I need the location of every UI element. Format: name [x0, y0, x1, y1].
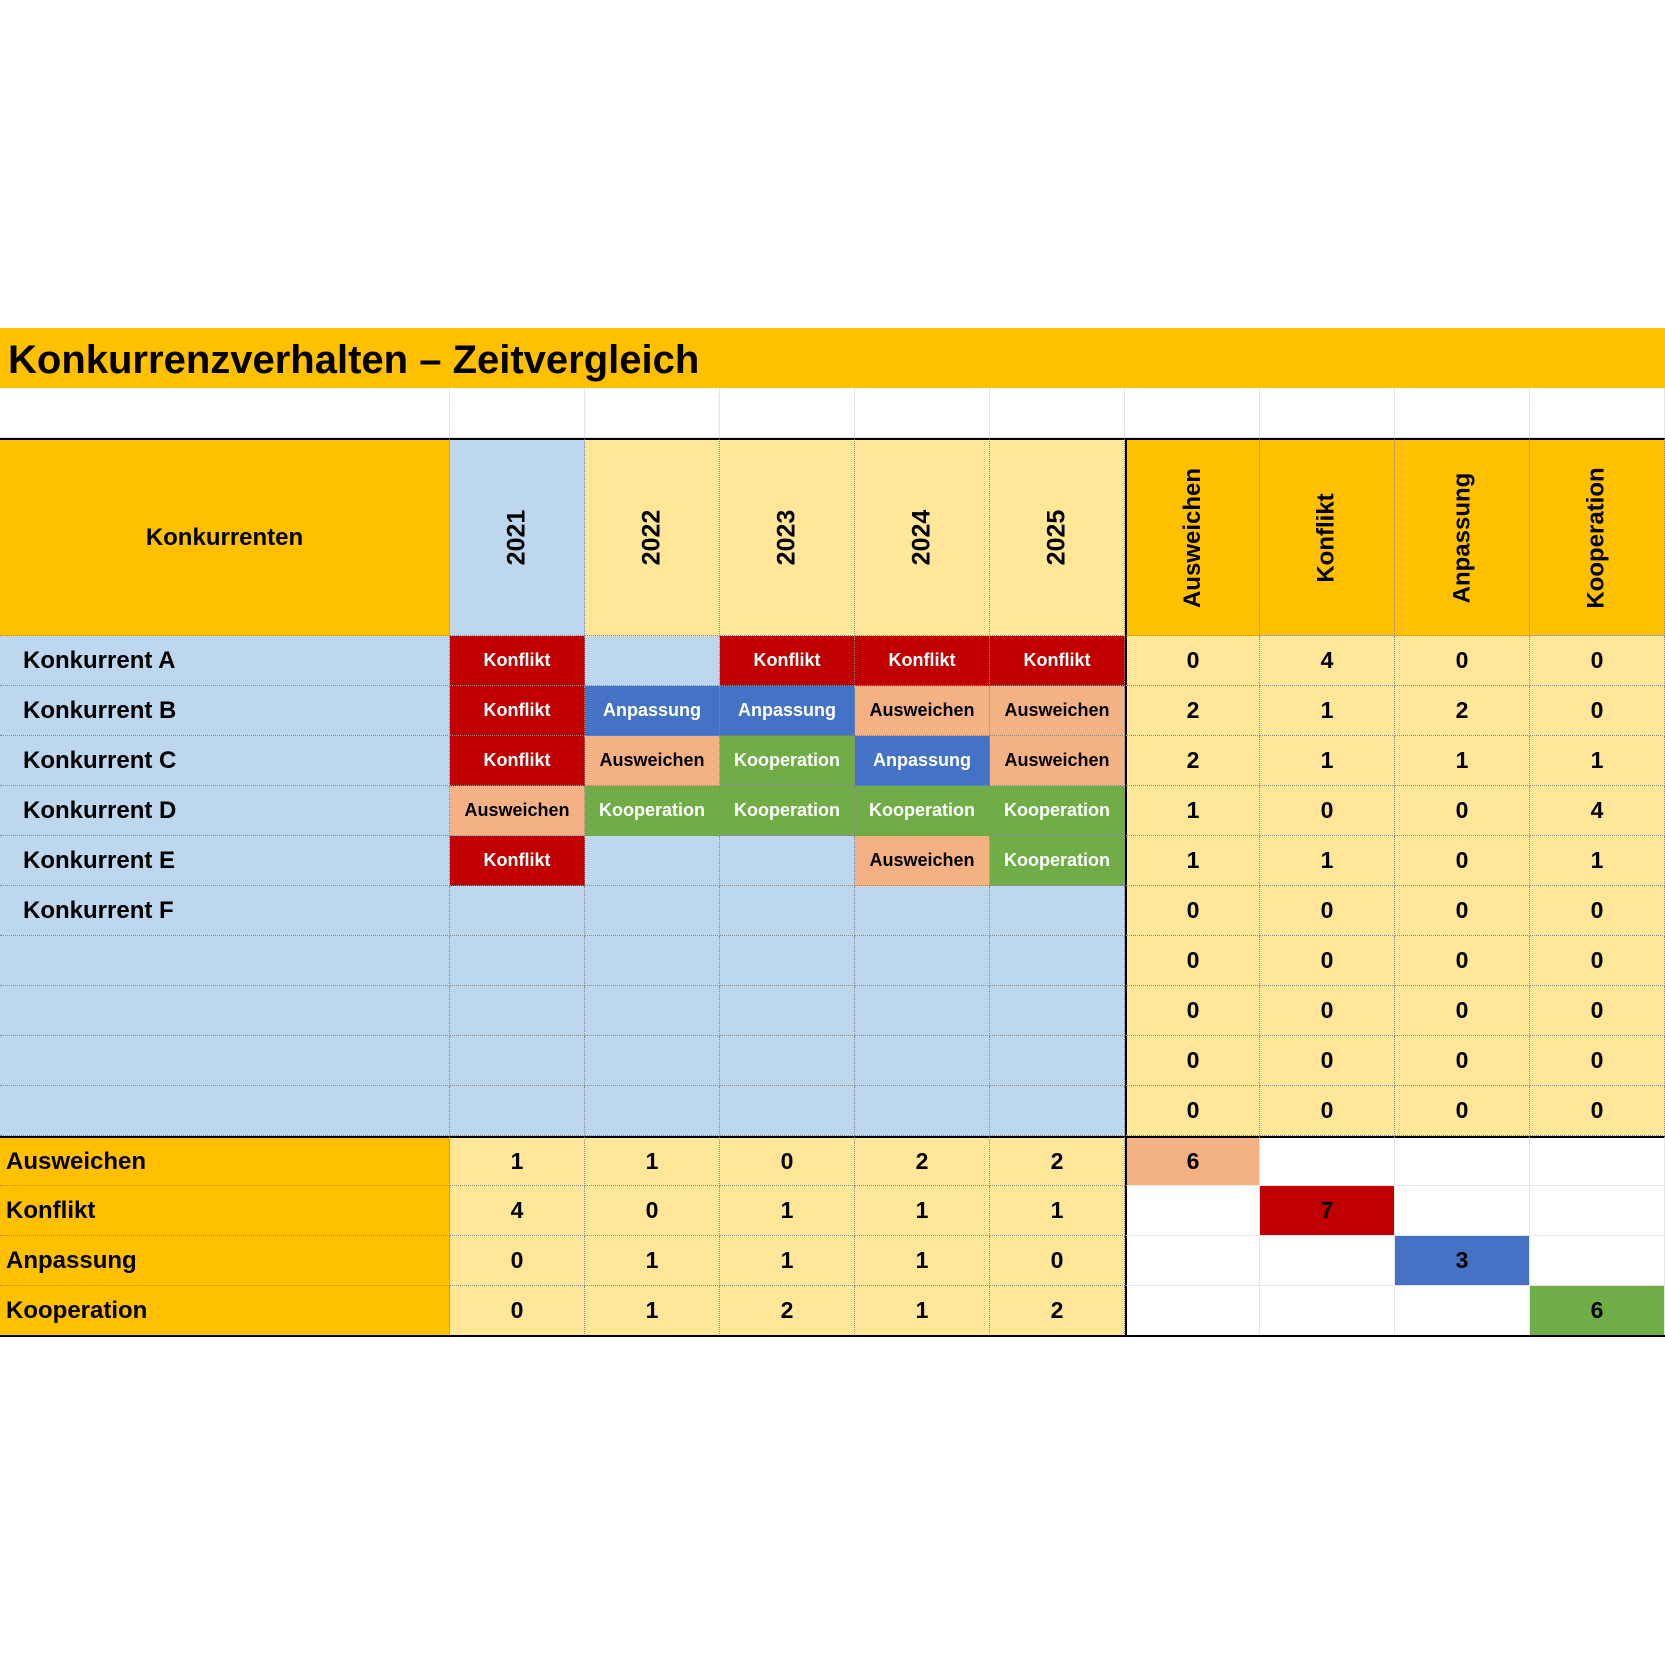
summary-cell[interactable]: 1 — [585, 1236, 720, 1286]
behavior-cell-empty[interactable] — [585, 1036, 720, 1086]
category-label: Konflikt — [1312, 492, 1340, 583]
count-cell-kooperation[interactable]: 0 — [1530, 636, 1665, 686]
count-cell-kooperation[interactable]: 1 — [1530, 836, 1665, 886]
summary-cell[interactable]: 0 — [450, 1236, 585, 1286]
blank-cell[interactable] — [990, 388, 1125, 438]
competitor-name-cell[interactable]: Konkurrent B — [0, 686, 450, 736]
behavior-cell-empty[interactable] — [990, 1086, 1125, 1136]
category-label: Kooperation — [1583, 466, 1611, 609]
empty-cell[interactable] — [1395, 1286, 1530, 1336]
behavior-cell-ausweichen[interactable]: Ausweichen — [855, 686, 990, 736]
behavior-cell-empty[interactable] — [450, 986, 585, 1036]
blank-cell[interactable] — [1125, 388, 1260, 438]
blank-cell[interactable] — [1530, 388, 1665, 438]
count-cell-ausweichen[interactable]: 0 — [1125, 636, 1260, 686]
behavior-cell-ausweichen[interactable]: Ausweichen — [855, 836, 990, 886]
behavior-cell-anpassung[interactable]: Anpassung — [855, 736, 990, 786]
behavior-cell-empty[interactable] — [450, 1086, 585, 1136]
behavior-cell-ausweichen[interactable]: Ausweichen — [585, 736, 720, 786]
behavior-cell-kooperation[interactable]: Kooperation — [990, 786, 1125, 836]
count-cell-konflikt[interactable]: 0 — [1260, 1086, 1395, 1136]
count-cell-ausweichen[interactable]: 0 — [1125, 1086, 1260, 1136]
count-cell-konflikt[interactable]: 1 — [1260, 686, 1395, 736]
summary-cell[interactable]: 0 — [720, 1136, 855, 1186]
empty-cell[interactable] — [1260, 1136, 1395, 1186]
competitor-name-cell[interactable]: Konkurrent E — [0, 836, 450, 886]
summary-label-konflikt[interactable]: Konflikt — [0, 1186, 450, 1236]
summary-cell[interactable]: 0 — [450, 1286, 585, 1336]
year-label: 2022 — [637, 509, 666, 566]
behavior-cell-empty[interactable] — [855, 886, 990, 936]
count-cell-kooperation[interactable]: 4 — [1530, 786, 1665, 836]
summary-cell[interactable]: 1 — [585, 1286, 720, 1336]
behavior-cell-empty[interactable] — [720, 886, 855, 936]
behavior-cell-empty[interactable] — [855, 1036, 990, 1086]
summary-cell[interactable]: 1 — [720, 1186, 855, 1236]
summary-label-kooperation[interactable]: Kooperation — [0, 1286, 450, 1336]
column-header-anpassung[interactable] — [1395, 438, 1530, 636]
summary-cell[interactable]: 2 — [990, 1286, 1125, 1336]
count-cell-konflikt[interactable]: 0 — [1260, 786, 1395, 836]
behavior-cell-ausweichen[interactable]: Ausweichen — [990, 686, 1125, 736]
count-cell-anpassung[interactable]: 0 — [1395, 636, 1530, 686]
summary-cell[interactable]: 1 — [450, 1136, 585, 1186]
total-cell-anpassung[interactable]: 3 — [1395, 1236, 1530, 1286]
behavior-cell-empty[interactable] — [720, 1036, 855, 1086]
competitor-name-cell[interactable]: Konkurrent C — [0, 736, 450, 786]
empty-cell[interactable] — [1125, 1186, 1260, 1236]
year-label: 2021 — [502, 509, 531, 566]
count-cell-kooperation[interactable]: 0 — [1530, 936, 1665, 986]
year-label: 2024 — [907, 509, 936, 566]
summary-cell[interactable]: 1 — [720, 1236, 855, 1286]
empty-cell[interactable] — [1530, 1136, 1665, 1186]
behavior-cell-konflikt[interactable]: Konflikt — [450, 836, 585, 886]
behavior-cell-empty[interactable] — [720, 836, 855, 886]
behavior-cell-empty[interactable] — [990, 1036, 1125, 1086]
year-label: 2025 — [1042, 509, 1071, 566]
competitor-name-cell[interactable]: Konkurrent D — [0, 786, 450, 836]
behavior-cell-empty[interactable] — [720, 936, 855, 986]
column-header-konflikt[interactable] — [1260, 438, 1395, 636]
blank-cell[interactable] — [855, 388, 990, 438]
summary-cell[interactable]: 4 — [450, 1186, 585, 1236]
count-cell-ausweichen[interactable]: 0 — [1125, 1036, 1260, 1086]
table-bottom-border — [0, 1335, 1665, 1337]
count-cell-kooperation[interactable]: 0 — [1530, 686, 1665, 736]
summary-cell[interactable]: 1 — [855, 1286, 990, 1336]
summary-cell[interactable]: 2 — [990, 1136, 1125, 1186]
count-cell-anpassung[interactable]: 0 — [1395, 936, 1530, 986]
count-cell-kooperation[interactable]: 0 — [1530, 986, 1665, 1036]
count-cell-konflikt[interactable]: 0 — [1260, 936, 1395, 986]
summary-cell[interactable]: 0 — [990, 1236, 1125, 1286]
behavior-cell-empty[interactable] — [585, 636, 720, 686]
blank-cell[interactable] — [0, 388, 450, 438]
empty-cell[interactable] — [1395, 1186, 1530, 1236]
behavior-cell-ausweichen[interactable]: Ausweichen — [450, 786, 585, 836]
count-cell-kooperation[interactable]: 0 — [1530, 1086, 1665, 1136]
summary-cell[interactable]: 2 — [720, 1286, 855, 1336]
column-header-ausweichen[interactable] — [1125, 438, 1260, 636]
count-cell-anpassung[interactable]: 0 — [1395, 1036, 1530, 1086]
count-cell-anpassung[interactable]: 0 — [1395, 986, 1530, 1036]
competitor-name-cell[interactable] — [0, 936, 450, 986]
sheet-title: Konkurrenzverhalten – Zeitvergleich — [0, 328, 1665, 388]
count-cell-konflikt[interactable]: 0 — [1260, 986, 1395, 1036]
summary-label-ausweichen[interactable]: Ausweichen — [0, 1136, 450, 1186]
behavior-cell-anpassung[interactable]: Anpassung — [585, 686, 720, 736]
blank-cell[interactable] — [450, 388, 585, 438]
summary-cell[interactable]: 1 — [855, 1186, 990, 1236]
count-cell-ausweichen[interactable]: 0 — [1125, 886, 1260, 936]
column-header-year-2021[interactable] — [450, 438, 585, 636]
count-cell-konflikt[interactable]: 1 — [1260, 736, 1395, 786]
count-cell-ausweichen[interactable]: 0 — [1125, 986, 1260, 1036]
spreadsheet — [0, 328, 1665, 1336]
count-cell-anpassung[interactable]: 0 — [1395, 1086, 1530, 1136]
empty-cell[interactable] — [1125, 1236, 1260, 1286]
total-cell-konflikt[interactable]: 7 — [1260, 1186, 1395, 1236]
blank-cell[interactable] — [720, 388, 855, 438]
summary-cell[interactable]: 2 — [855, 1136, 990, 1186]
column-header-year-2024[interactable] — [855, 438, 990, 636]
count-cell-ausweichen[interactable]: 2 — [1125, 736, 1260, 786]
empty-cell[interactable] — [1530, 1186, 1665, 1236]
competitor-name-cell[interactable]: Konkurrent F — [0, 886, 450, 936]
count-cell-ausweichen[interactable]: 0 — [1125, 936, 1260, 986]
behavior-cell-empty[interactable] — [855, 986, 990, 1036]
competitor-name-cell[interactable] — [0, 1086, 450, 1136]
summary-label-anpassung[interactable]: Anpassung — [0, 1236, 450, 1286]
column-header-kooperation[interactable] — [1530, 438, 1665, 636]
count-cell-anpassung[interactable]: 0 — [1395, 836, 1530, 886]
behavior-cell-konflikt[interactable]: Konflikt — [855, 636, 990, 686]
behavior-cell-empty[interactable] — [990, 986, 1125, 1036]
empty-cell[interactable] — [1260, 1236, 1395, 1286]
behavior-cell-kooperation[interactable]: Kooperation — [990, 836, 1125, 886]
behavior-cell-kooperation[interactable]: Kooperation — [585, 786, 720, 836]
count-cell-anpassung[interactable]: 0 — [1395, 886, 1530, 936]
blank-cell[interactable] — [1395, 388, 1530, 438]
column-header-konkurrenten[interactable]: Konkurrenten — [0, 438, 450, 636]
summary-cell[interactable]: 1 — [585, 1136, 720, 1186]
count-cell-ausweichen[interactable]: 1 — [1125, 786, 1260, 836]
category-label: Ausweichen — [1179, 467, 1207, 608]
behavior-cell-kooperation[interactable]: Kooperation — [855, 786, 990, 836]
behavior-cell-empty[interactable] — [585, 836, 720, 886]
behavior-cell-empty[interactable] — [450, 886, 585, 936]
empty-cell[interactable] — [1125, 1286, 1260, 1336]
behavior-cell-empty[interactable] — [585, 1086, 720, 1136]
behavior-cell-empty[interactable] — [450, 936, 585, 986]
behavior-cell-empty[interactable] — [585, 936, 720, 986]
count-cell-kooperation[interactable]: 0 — [1530, 886, 1665, 936]
count-cell-konflikt[interactable]: 0 — [1260, 886, 1395, 936]
blank-cell[interactable] — [1260, 388, 1395, 438]
behavior-cell-konflikt[interactable]: Konflikt — [450, 636, 585, 686]
summary-cell[interactable]: 0 — [585, 1186, 720, 1236]
count-cell-ausweichen[interactable]: 1 — [1125, 836, 1260, 886]
count-cell-kooperation[interactable]: 1 — [1530, 736, 1665, 786]
column-header-year-2023[interactable] — [720, 438, 855, 636]
count-cell-ausweichen[interactable]: 2 — [1125, 686, 1260, 736]
behavior-cell-kooperation[interactable]: Kooperation — [720, 736, 855, 786]
behavior-cell-konflikt[interactable]: Konflikt — [720, 636, 855, 686]
behavior-cell-empty[interactable] — [990, 936, 1125, 986]
count-cell-konflikt[interactable]: 4 — [1260, 636, 1395, 686]
empty-cell[interactable] — [1260, 1286, 1395, 1336]
blank-cell[interactable] — [585, 388, 720, 438]
summary-cell[interactable]: 1 — [855, 1236, 990, 1286]
count-cell-konflikt[interactable]: 0 — [1260, 1036, 1395, 1086]
behavior-cell-empty[interactable] — [720, 1086, 855, 1136]
category-label: Anpassung — [1448, 472, 1475, 603]
behavior-cell-anpassung[interactable]: Anpassung — [720, 686, 855, 736]
count-cell-kooperation[interactable]: 0 — [1530, 1036, 1665, 1086]
behavior-cell-empty[interactable] — [450, 1036, 585, 1086]
year-label: 2023 — [772, 509, 801, 566]
total-cell-kooperation[interactable]: 6 — [1530, 1286, 1665, 1336]
behavior-cell-konflikt[interactable]: Konflikt — [450, 686, 585, 736]
count-cell-anpassung[interactable]: 2 — [1395, 686, 1530, 736]
empty-cell[interactable] — [1395, 1136, 1530, 1186]
behavior-cell-konflikt[interactable]: Konflikt — [990, 636, 1125, 686]
behavior-cell-empty[interactable] — [585, 986, 720, 1036]
column-header-year-2022[interactable] — [585, 438, 720, 636]
empty-cell[interactable] — [1530, 1236, 1665, 1286]
behavior-cell-kooperation[interactable]: Kooperation — [720, 786, 855, 836]
behavior-cell-konflikt[interactable]: Konflikt — [450, 736, 585, 786]
competitor-name-cell[interactable] — [0, 986, 450, 1036]
behavior-cell-empty[interactable] — [855, 1086, 990, 1136]
summary-cell[interactable]: 1 — [990, 1186, 1125, 1236]
total-cell-ausweichen[interactable]: 6 — [1125, 1136, 1260, 1186]
behavior-cell-empty[interactable] — [855, 936, 990, 986]
count-cell-anpassung[interactable]: 1 — [1395, 736, 1530, 786]
behavior-cell-empty[interactable] — [585, 886, 720, 936]
count-cell-konflikt[interactable]: 1 — [1260, 836, 1395, 886]
column-header-year-2025[interactable] — [990, 438, 1125, 636]
count-cell-anpassung[interactable]: 0 — [1395, 786, 1530, 836]
competitor-name-cell[interactable]: Konkurrent A — [0, 636, 450, 686]
competitor-name-cell[interactable] — [0, 1036, 450, 1086]
behavior-cell-empty[interactable] — [720, 986, 855, 1036]
behavior-cell-empty[interactable] — [990, 886, 1125, 936]
behavior-cell-ausweichen[interactable]: Ausweichen — [990, 736, 1125, 786]
